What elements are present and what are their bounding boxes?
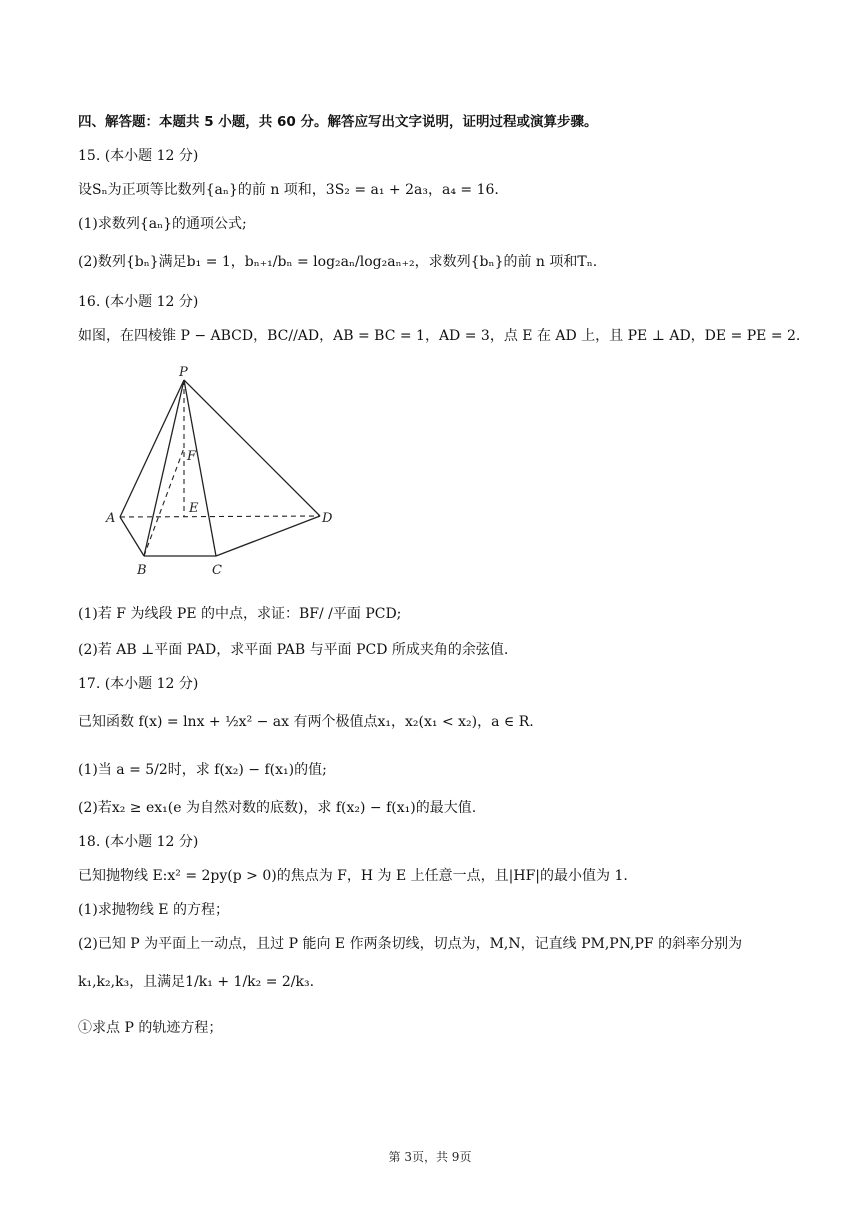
q18-stem: 已知抛物线 E:x² = 2py(p > 0)的焦点为 F，H 为 E 上任意一点，且|HF|的最小值为 1. (78, 868, 628, 884)
q17-part1: (1)当 a = 5/2时，求 f(x₂) − f(x₁)的值; (78, 762, 327, 778)
page-footer: 第 3页，共 9页 (388, 1150, 472, 1164)
label-D: D (322, 511, 333, 526)
label-C: C (212, 563, 222, 578)
edge-BF (144, 448, 184, 556)
q16-part2: (2)若 AB ⊥平面 PAD，求平面 PAB 与平面 PCD 所成夹角的余弦值. (78, 642, 509, 658)
edge-AD (120, 516, 320, 517)
edge-CD (216, 516, 320, 556)
q17-stem: 已知函数 f(x) = lnx + ½x² − ax 有两个极值点x₁，x₂(x₁ < x₂)，a ∈ R. (78, 714, 534, 730)
q18-sub1: ①求点 P 的轨迹方程； (78, 1020, 223, 1036)
q15-number: 15. (本小题 12 分) (78, 148, 199, 164)
q16-number: 16. (本小题 12 分) (78, 294, 199, 310)
q16-stem: 如图，在四棱锥 P − ABCD，BC//AD，AB = BC = 1，AD = 3，点 E 在 AD 上，且 PE ⊥ AD，DE = PE = 2. (78, 328, 801, 344)
q15-part2: (2)数列{bₙ}满足b₁ = 1，bₙ₊₁/bₙ = log₂aₙ/log₂aₙ₊₂，求数列{bₙ}的前 n 项和Tₙ. (78, 254, 598, 270)
q15-part1: (1)求数列{aₙ}的通项公式; (78, 216, 247, 232)
q17-number: 17. (本小题 12 分) (78, 676, 199, 692)
q18-part2-a: (2)已知 P 为平面上一动点，且过 P 能向 E 作两条切线，切点为，M,N，记直线 PM,PN,PF 的斜率分别为 (78, 936, 743, 952)
label-P: P (179, 365, 188, 380)
q18-part2-b: k₁,k₂,k₃，且满足1/k₁ + 1/k₂ = 2/k₃. (78, 974, 315, 990)
section-heading: 四、解答题：本题共 5 小题，共 60 分。解答应写出文字说明，证明过程或演算步骤。 (78, 114, 598, 130)
q16-part1: (1)若 F 为线段 PE 的中点，求证：BF/ /平面 PCD; (78, 606, 402, 622)
edge-PA (120, 380, 184, 517)
label-E: E (189, 501, 199, 516)
edge-PB (144, 380, 184, 556)
label-B: B (137, 563, 147, 578)
q18-number: 18. (本小题 12 分) (78, 834, 199, 850)
q17-part2: (2)若x₂ ≥ ex₁(e 为自然对数的底数)，求 f(x₂) − f(x₁)的最大值. (78, 800, 477, 816)
q18-part1: (1)求抛物线 E 的方程； (78, 902, 229, 918)
edge-AB (120, 517, 144, 556)
pyramid-figure (100, 360, 340, 580)
label-A: A (106, 511, 116, 526)
pyramid-diagram (100, 360, 340, 580)
q15-stem: 设Sₙ为正项等比数列{aₙ}的前 n 项和，3S₂ = a₁ + 2a₃，a₄ = 16. (78, 182, 499, 198)
label-F: F (187, 449, 197, 464)
